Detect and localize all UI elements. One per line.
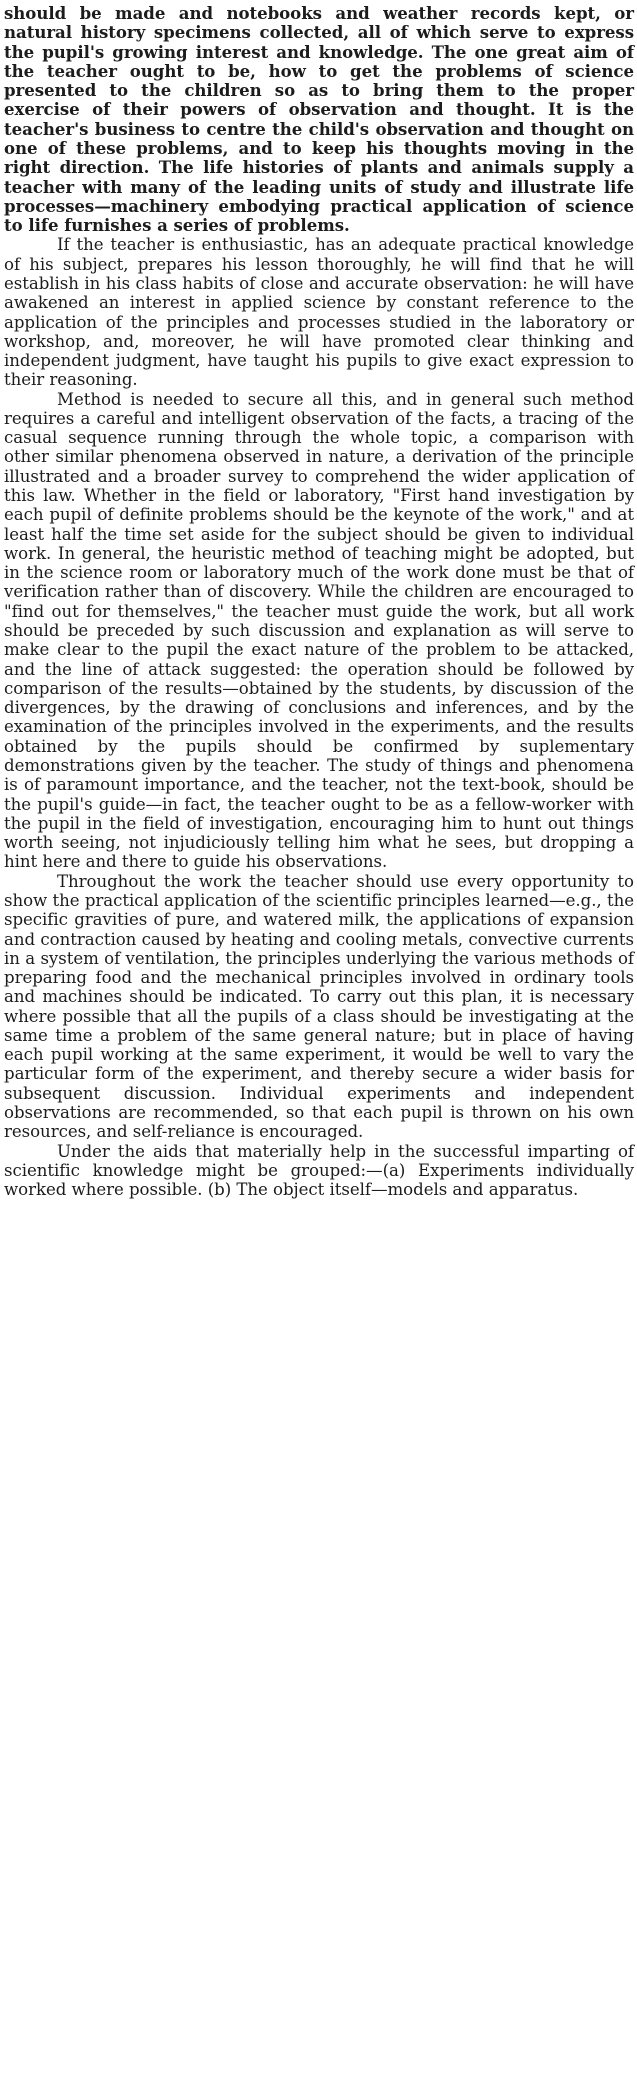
paragraph-enthusiastic-teacher: If the teacher is enthusiastic, has an adequate practical knowledge of his subject, prepares his lesson thoroughly, he will find that he will establish in his class habits of close and accurate observation: he will have awakened an interest in applied science by constant reference to the application of the principles and processes studied in the laboratory or workshop, and, moreover, he will have promoted clear thinking and independent judgment, have taught his pupils to give exact expression to their reasoning. bbox=[4, 235, 634, 390]
paragraph-teaching-aids: Under the aids that materially help in the successful imparting of scientific knowledge might be grouped:—(a) Experiments individually worked where possible. (b) The object itself—models and apparatus. bbox=[4, 1141, 634, 1200]
paragraph-practical-application: Throughout the work the teacher should use every opportunity to show the practical application of the scientific principles learned—e.g., the specific gravities of pure, and watered milk, the applications of expansion and contraction caused by heating and cooling metals, convective currents in a system of ventilation, the principles underlying the various methods of preparing food and the mechanical principles involved in ordinary tools and machines should be indicated. To carry out this plan, it is necessary where possible that all the pupils of a class should be investigating at the same time a problem of the same general nature; but in place of having each pupil working at the same experiment, it would be well to vary the particular form of the experiment, and thereby secure a wider basis for subsequent discussion. Individual experiments and independent observations are recommended, so that each pupil is thrown on his own resources, and self-reliance is encouraged. bbox=[4, 871, 634, 1142]
paragraph-notebooks-and-aims: should be made and notebooks and weather records kept, or natural history specimens collected, all of which serve to express the pupil's growing interest and knowledge. The one great aim of the teacher ought to be, how to get the problems of science presented to the children so as to bring them to the proper exercise of their powers of observation and thought. It is the teacher's business to centre the child's observation and thought on one of these problems, and to keep his thoughts moving in the right direction. The life histories of plants and animals supply a teacher with many of the leading units of study and illustrate life processes—machinery embodying practical application of science to life furnishes a series of problems. bbox=[4, 3, 634, 236]
paragraph-method: Method is needed to secure all this, and in general such method requires a careful and intelligent observation of the facts, a tracing of the casual sequence running through the whole topic, a comparison with other similar phenomena observed in nature, a derivation of the principle illustrated and a broader survey to comprehend the wider application of this law. Whether in the field or laboratory, "First hand investigation by each pupil of definite problems should be the keynote of the work," and at least half the time set aside for the subject should be given to individual work. In general, the heuristic method of teaching might be adopted, but in the science room or laboratory much of the work done must be that of verification rather than of discovery. While the children are encouraged to "find out for themselves," the teacher must guide the work, but all work should be preceded by such discussion and explanation as will serve to make clear to the pupil the exact nature of the problem to be attacked, and the line of attack suggested: the operation should be followed by comparison of the results—obtained by the students, by discussion of the divergences, by the drawing of conclusions and inferences, and by the examination of the principles involved in the experiments, and the results obtained by the pupils should be confirmed by suplementary demonstrations given by the teacher. The study of things and phenomena is of paramount importance, and the teacher, not the text-book, should be the pupil's guide—in fact, the teacher ought to be as a fellow-worker with the pupil in the field of investigation, encouraging him to hunt out things worth seeing, not injudiciously telling him what he sees, but dropping a hint here and there to guide his observations. bbox=[4, 389, 634, 872]
